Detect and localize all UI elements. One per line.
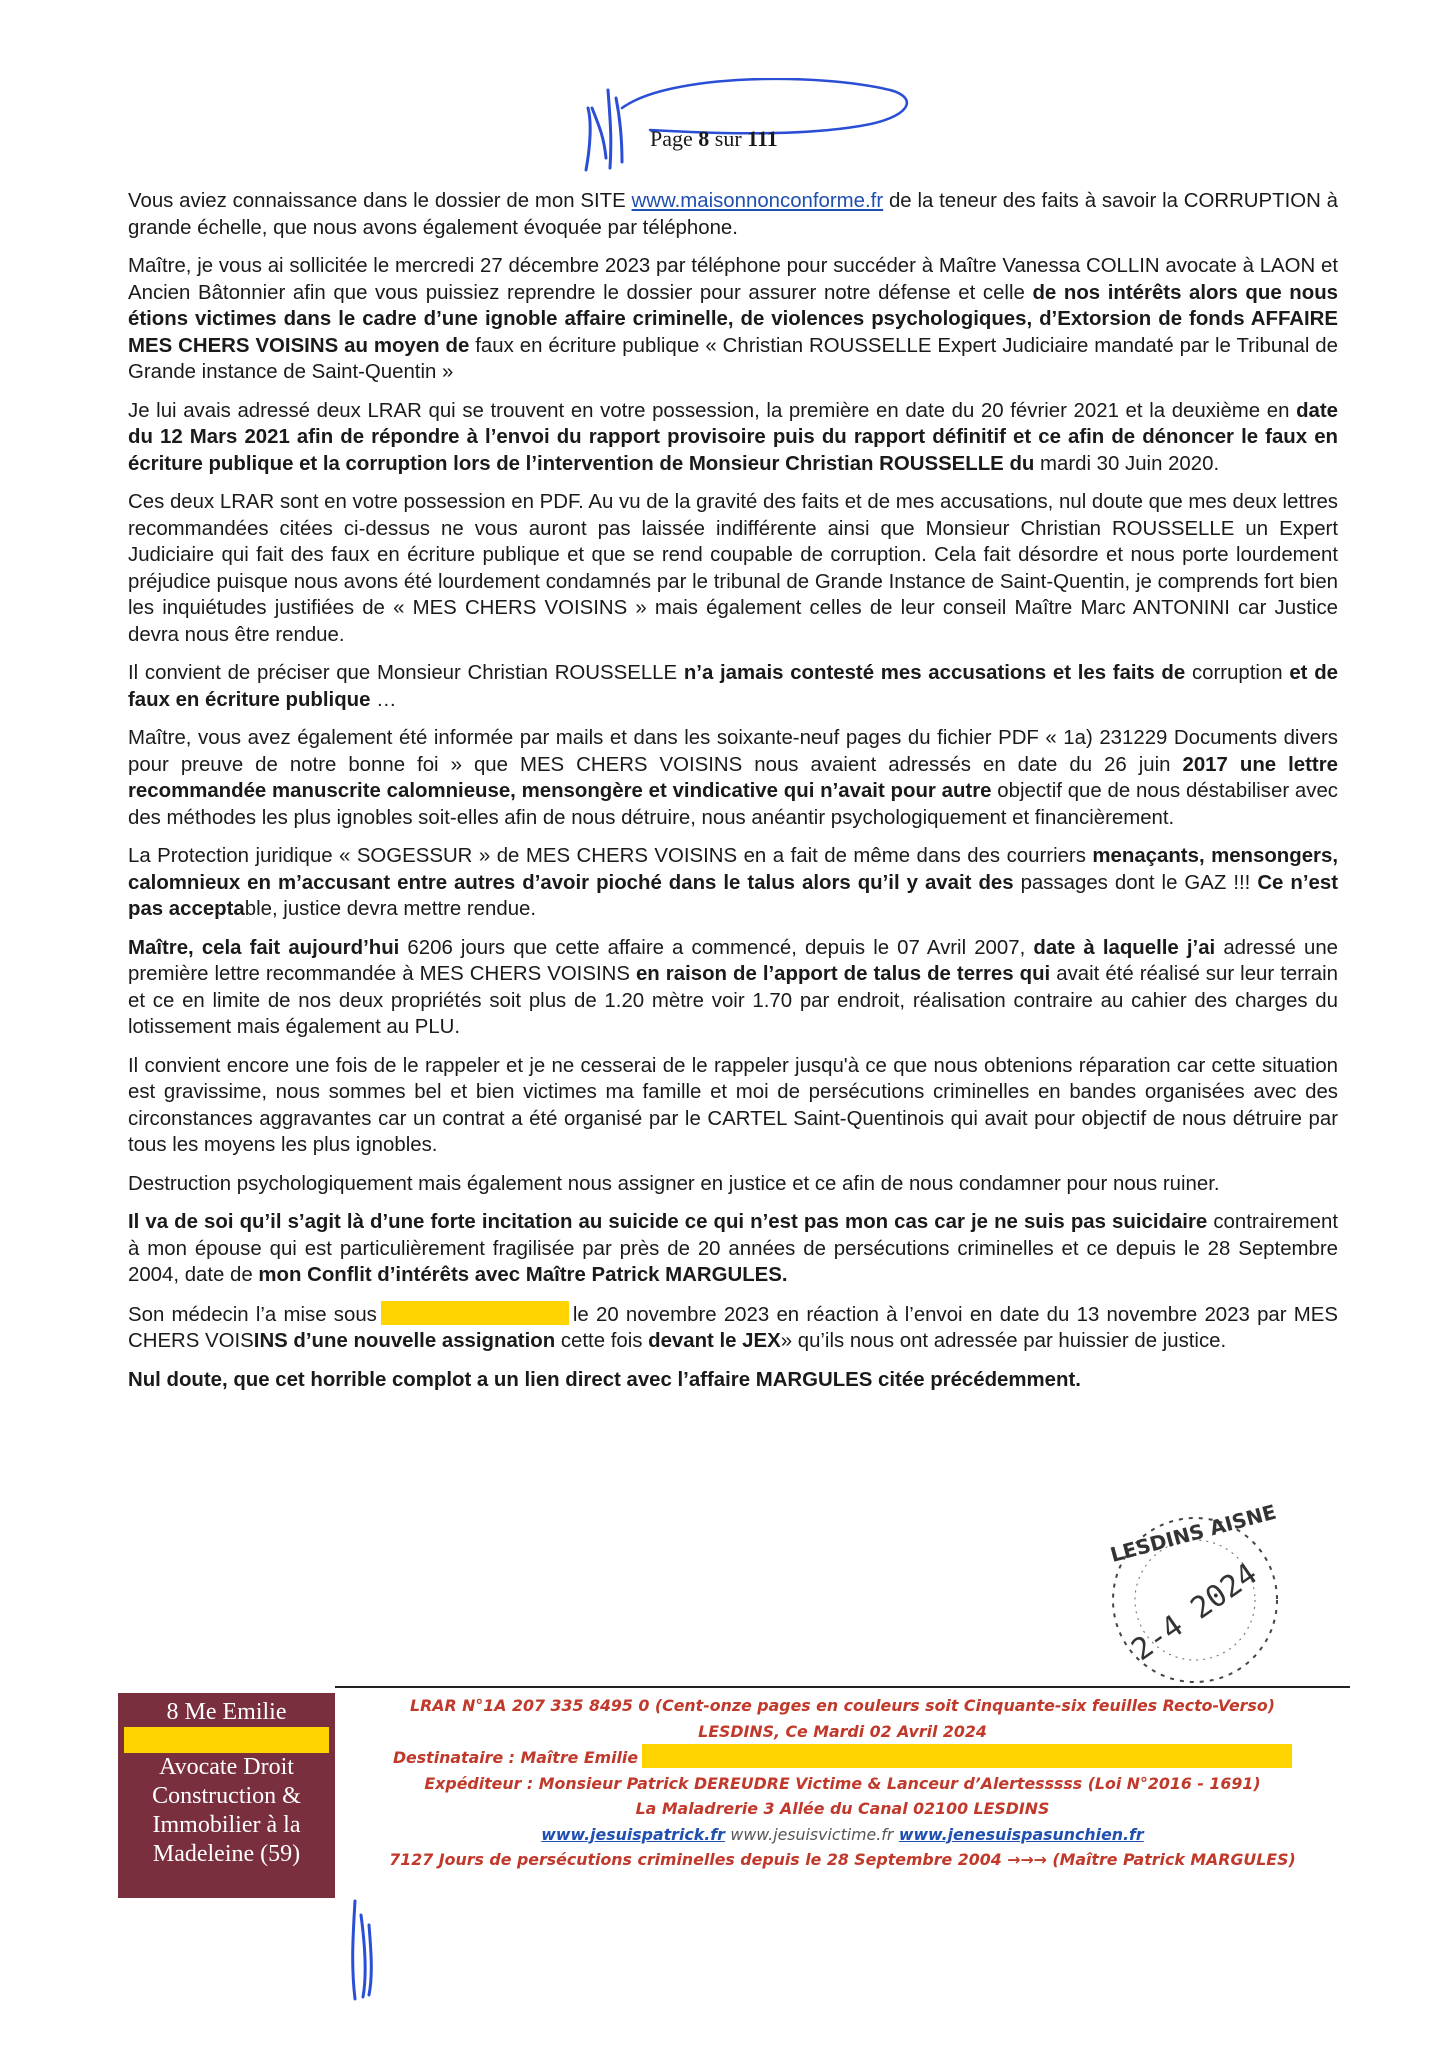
recipient-line: Destinataire : Maître Emilie: [335, 1744, 1350, 1771]
paragraph: Il va de soi qu’il s’agit là d’une forte incitation au suicide ce qui n’est pas mon cas car je ne suis pas suicidaire contrairement à mon épouse qui est particulièrement fragilisée par près de 20 années de persécutions criminelles et ce depuis le 28 Septembre 2004, date de mon Conflit d’intérêts avec Maître Patrick MARGULES.: [128, 1211, 1338, 1286]
site-link[interactable]: www.jesuispatrick.fr: [541, 1824, 725, 1844]
site-link[interactable]: www.jenesuispasunchien.fr: [898, 1824, 1144, 1844]
stamp-date: 2-4 2024: [1125, 1556, 1264, 1668]
recipient-box: 8 Me Emilie Avocate Droit Construction & Immobilier à la Madeleine (59): [118, 1693, 335, 1898]
letter-footer: [335, 1693, 1350, 1873]
divider: [335, 1686, 1350, 1688]
paragraph: Maître, je vous ai sollicitée le mercredi 27 décembre 2023 par téléphone pour succéder à Maître Vanessa COLLIN avocate à LAON et Ancien Bâtonnier afin que vous puissiez reprendre le dossier pour assurer notre défense et celle de nos intérêts alors que nous étions victimes dans le cadre d’une ignoble affaire criminelle, de violences psychologiques, d’Extorsion de fonds AFFAIRE MES CHERS VOISINS au moyen de faux en écriture publique « Christian ROUSSELLE Expert Judiciaire mandaté par le Tribunal de Grande instance de Saint-Quentin »: [128, 255, 1338, 383]
redaction-highlight: [124, 1727, 329, 1753]
date-line: LESDINS, Ce Mardi 02 Avril 2024: [698, 1721, 987, 1741]
paragraph: Vous aviez connaissance dans le dossier de mon SITE www.maisonnonconforme.fr de la teneur des faits à savoir la CORRUPTION à grande échelle, que nous avons également évoquée par téléphone.: [128, 190, 1338, 239]
sender-line: Expéditeur : Monsieur Patrick DEREUDRE Victime & Lanceur d’Alertesssss (Loi N°2016 - 1691): [424, 1773, 1261, 1793]
page-header: [560, 78, 920, 168]
redaction-highlight: [642, 1744, 1292, 1768]
postal-stamp: [1085, 1500, 1300, 1700]
site-link[interactable]: www.maisonnonconforme.fr: [631, 190, 884, 212]
paragraph: Destruction psychologiquement mais également nous assigner en justice et ce afin de nous condamner pour nous ruiner.: [128, 1172, 1220, 1195]
paragraph: Il convient de préciser que Monsieur Christian ROUSSELLE n’a jamais contesté mes accusations et les faits de corruption et de faux en écriture publique …: [128, 662, 1338, 711]
stamp-text: LESDINS AISNE: [1107, 1500, 1279, 1567]
redaction-highlight: [381, 1301, 569, 1325]
days-line: 7127 Jours de persécutions criminelles depuis le 28 Septembre 2004 →→→ (Maître Patrick MARGULES): [389, 1850, 1296, 1869]
paragraph: Maître, cela fait aujourd’hui 6206 jours que cette affaire a commencé, depuis le 07 Avril 2007, date à laquelle j’ai adressé une première lettre recommandée à MES CHERS VOISINS en raison de l’apport de talus de terres qui avait été réalisé sur leur terrain et ce en limite de nos deux propriétés soit plus de 1.20 mètre voir 1.70 par endroit, réalisation contraire au cahier des charges du lotissement mais également au PLU.: [128, 936, 1338, 1038]
paragraph: La Protection juridique « SOGESSUR » de MES CHERS VOISINS en a fait de même dans des courriers menaçants, mensongers, calomnieux en m’accusant entre autres d’avoir pioché dans le talus alors qu’il y avait des passages dont le GAZ !!! Ce n’est pas acceptable, justice devra mettre rendue.: [128, 845, 1338, 920]
lrar-line: LRAR N°1A 207 335 8495 0 (Cent-onze pages en couleurs soit Cinquante-six feuilles Recto-Verso): [410, 1696, 1275, 1715]
page-number: Page 8 sur 111: [650, 126, 778, 151]
paragraph: Je lui avais adressé deux LRAR qui se trouvent en votre possession, la première en date du 20 février 2021 et la deuxième en date du 12 Mars 2021 afin de répondre à l’envoi du rapport provisoire puis du rapport définitif et ce afin de dénoncer le faux en écriture publique et la corruption lors de l’intervention de Monsieur Christian ROUSSELLE du mardi 30 Juin 2020.: [128, 399, 1338, 475]
site-link[interactable]: www.jesuisvictime.fr: [730, 1824, 894, 1844]
paragraph: Nul doute, que cet horrible complot a un lien direct avec l’affaire MARGULES citée précédemment.: [128, 1368, 1081, 1391]
handwritten-signature-icon: [333, 1895, 393, 2010]
paragraph: Maître, vous avez également été informée par mails et dans les soixante-neuf pages du fichier PDF « 1a) 231229 Documents divers pour preuve de notre bonne foi » que MES CHERS VOISINS nous avaient adressés en date du 26 juin 2017 une lettre recommandée manuscrite calomnieuse, mensongère et vindicative qui n’avait pour autre objectif que de nous déstabiliser avec des méthodes les plus ignobles soit-elles afin de nous détruire, nous anéantir psychologiquement et financièrement.: [128, 727, 1338, 829]
letter-body: [128, 188, 1338, 1405]
links-line: [335, 1822, 1350, 1848]
address-line: La Maladrerie 3 Allée du Canal 02100 LESDINS: [635, 1799, 1050, 1818]
paragraph: Son médecin l’a mise sous le 20 novembre 2023 en réaction à l’envoi en date du 13 novembre 2023 par MES CHERS VOISINS d’une nouvelle assignation cette fois devant le JEX» qu’ils nous ont adressée par huissier de justice.: [128, 1301, 1338, 1355]
paragraph: Il convient encore une fois de le rappeler et je ne cesserai de le rappeler jusqu'à ce que nous obtenions réparation car cette situation est gravissime, nous sommes bel et bien victimes ma famille et moi de persécutions criminelles en bandes organisées avec des circonstances aggravantes car un contrat a été organisé par le CARTEL Saint-Quentinois qui avait pour objectif de nous détruire par tous les moyens les plus ignobles.: [128, 1054, 1338, 1156]
paragraph: Ces deux LRAR sont en votre possession en PDF. Au vu de la gravité des faits et de mes accusations, nul doute que mes deux lettres recommandées citées ci-dessus ne vous auront pas laissée indifférente ainsi que Monsieur Christian ROUSSELLE un Expert Judiciaire qui fait des faux en écriture publique et que se rend coupable de corruption. Cela fait désordre et nous porte lourdement préjudice puisque nous avons été lourdement condamnés par le tribunal de Grande Instance de Saint-Quentin, je comprends fort bien les inquiétudes justifiées de « MES CHERS VOISINS » mais également celles de leur conseil Maître Marc ANTONINI car Justice devra nous être rendue.: [128, 491, 1338, 646]
